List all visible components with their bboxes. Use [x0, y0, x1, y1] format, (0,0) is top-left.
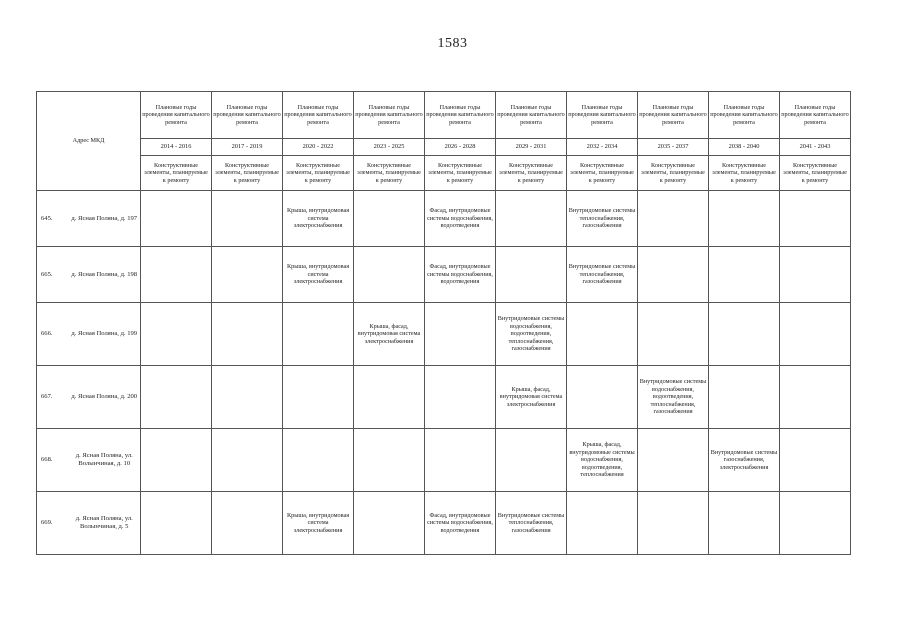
- header-planned-years-cell: Плановые годы проведения капитального ремонта: [709, 92, 780, 139]
- repair-elements-cell: [567, 366, 638, 429]
- table-body: [37, 191, 851, 555]
- header-elements-cell: Конструктивные элементы, планируемые к ремонту: [141, 156, 212, 191]
- repair-elements-cell: [496, 247, 567, 303]
- repair-elements-cell: Внутридомовые системы водоснабжения, водоотведения, теплоснабжения, газоснабжения: [496, 303, 567, 366]
- header-planned-years-cell: Плановые годы проведения капитального ремонта: [283, 92, 354, 139]
- table-row: [37, 492, 851, 555]
- repair-elements-cell: Крыша, внутридомовая система электроснабжения: [283, 247, 354, 303]
- header-elements-cell: Конструктивные элементы, планируемые к ремонту: [638, 156, 709, 191]
- repair-elements-cell: [638, 191, 709, 247]
- repair-elements-cell: [354, 191, 425, 247]
- repair-elements-cell: [638, 492, 709, 555]
- header-planned-years-cell: Плановые годы проведения капитального ремонта: [354, 92, 425, 139]
- header-planned-years-cell: Плановые годы проведения капитального ремонта: [780, 92, 851, 139]
- repair-elements-cell: [780, 429, 851, 492]
- repair-elements-cell: [567, 492, 638, 555]
- row-number: 665.: [37, 247, 69, 303]
- header-elements-cell: Конструктивные элементы, планируемые к ремонту: [354, 156, 425, 191]
- repair-elements-cell: Крыша, фасад, внутридомовая система электроснабжения: [354, 303, 425, 366]
- repair-elements-cell: [425, 303, 496, 366]
- repair-elements-cell: Фасад, внутридомовые системы водоснабжения, водоотведения: [425, 191, 496, 247]
- header-elements-cell: Конструктивные элементы, планируемые к ремонту: [212, 156, 283, 191]
- header-planned-years-cell: Плановые годы проведения капитального ремонта: [496, 92, 567, 139]
- repair-elements-cell: Крыша, внутридомовая система электроснабжения: [283, 191, 354, 247]
- repair-elements-cell: [212, 492, 283, 555]
- header-planned-years-cell: Плановые годы проведения капитального ремонта: [638, 92, 709, 139]
- repair-elements-cell: [212, 247, 283, 303]
- header-period-cell: 2017 - 2019: [212, 139, 283, 156]
- row-address: д. Ясная Поляна, ул. Волынчиная, д. 5: [69, 492, 141, 555]
- header-period-cell: 2029 - 2031: [496, 139, 567, 156]
- repair-elements-cell: Внутридомовые системы теплоснабжения, газоснабжения: [567, 247, 638, 303]
- table-row: [37, 191, 851, 247]
- header-elements-cell: Конструктивные элементы, планируемые к ремонту: [780, 156, 851, 191]
- repair-elements-cell: [709, 303, 780, 366]
- table-header: [37, 92, 851, 191]
- header-elements-cell: Конструктивные элементы, планируемые к ремонту: [425, 156, 496, 191]
- row-address: д. Ясная Поляна, д. 199: [69, 303, 141, 366]
- repair-elements-cell: [354, 247, 425, 303]
- table-row: [37, 366, 851, 429]
- repair-elements-cell: [638, 303, 709, 366]
- repair-elements-cell: [567, 303, 638, 366]
- repair-elements-cell: [283, 366, 354, 429]
- repair-elements-cell: [141, 303, 212, 366]
- repair-elements-cell: [780, 191, 851, 247]
- repair-elements-cell: [638, 429, 709, 492]
- repair-elements-cell: [780, 366, 851, 429]
- repair-elements-cell: [496, 429, 567, 492]
- repair-elements-cell: [425, 429, 496, 492]
- repair-elements-cell: [638, 247, 709, 303]
- header-period-cell: 2023 - 2025: [354, 139, 425, 156]
- header-planned-years-cell: Плановые годы проведения капитального ремонта: [567, 92, 638, 139]
- repair-elements-cell: [709, 492, 780, 555]
- row-number: 667.: [37, 366, 69, 429]
- repair-elements-cell: [212, 429, 283, 492]
- repair-elements-cell: [496, 191, 567, 247]
- header-period-cell: 2014 - 2016: [141, 139, 212, 156]
- repair-elements-cell: [354, 429, 425, 492]
- header-planned-years-cell: Плановые годы проведения капитального ремонта: [141, 92, 212, 139]
- page-number: 1583: [437, 36, 468, 51]
- repair-elements-cell: [354, 366, 425, 429]
- header-period-cell: 2041 - 2043: [780, 139, 851, 156]
- repair-elements-cell: [141, 492, 212, 555]
- repair-elements-cell: [709, 191, 780, 247]
- repair-elements-cell: [212, 191, 283, 247]
- repair-elements-cell: [212, 366, 283, 429]
- row-address: д. Ясная Поляна, д. 197: [69, 191, 141, 247]
- header-period-cell: 2035 - 2037: [638, 139, 709, 156]
- repair-elements-cell: [354, 492, 425, 555]
- repair-elements-cell: Крыша, внутридомовая система электроснабжения: [283, 492, 354, 555]
- repair-elements-cell: Внутридомовые системы газоснабжения, электроснабжения: [709, 429, 780, 492]
- capital-repair-table: [36, 91, 851, 555]
- repair-elements-cell: [283, 303, 354, 366]
- repair-elements-cell: Крыша, фасад, внутридомовые системы водоснабжения, водоотведения, теплоснабжения: [567, 429, 638, 492]
- row-address: д. Ясная Поляна, д. 200: [69, 366, 141, 429]
- repair-elements-cell: [141, 191, 212, 247]
- header-elements-cell: Конструктивные элементы, планируемые к ремонту: [496, 156, 567, 191]
- repair-elements-cell: [425, 366, 496, 429]
- repair-elements-cell: Фасад, внутридомовые системы водоснабжения, водоотведения: [425, 247, 496, 303]
- repair-elements-cell: Внутридомовые системы водоснабжения, водоотведения, теплоснабжения, газоснабжения: [638, 366, 709, 429]
- row-number: 669.: [37, 492, 69, 555]
- repair-elements-cell: [709, 366, 780, 429]
- repair-elements-cell: Внутридомовые системы теплоснабжения, газоснабжения: [496, 492, 567, 555]
- header-period-cell: 2038 - 2040: [709, 139, 780, 156]
- header-elements-cell: Конструктивные элементы, планируемые к ремонту: [283, 156, 354, 191]
- table-row: [37, 429, 851, 492]
- address-column-header: Адрес МКД: [37, 92, 141, 191]
- row-number: 645.: [37, 191, 69, 247]
- table-row: [37, 247, 851, 303]
- row-address: д. Ясная Поляна, ул. Волынчиная, д. 10: [69, 429, 141, 492]
- header-elements-cell: Конструктивные элементы, планируемые к ремонту: [567, 156, 638, 191]
- header-planned-years-cell: Плановые годы проведения капитального ремонта: [212, 92, 283, 139]
- repair-elements-cell: [709, 247, 780, 303]
- row-address: д. Ясная Поляна, д. 198: [69, 247, 141, 303]
- repair-elements-cell: Фасад, внутридомовые системы водоснабжения, водоотведения: [425, 492, 496, 555]
- repair-elements-cell: [212, 303, 283, 366]
- repair-elements-cell: [141, 366, 212, 429]
- header-planned-years-cell: Плановые годы проведения капитального ремонта: [425, 92, 496, 139]
- header-periods-row: [37, 139, 851, 156]
- header-elements-row: [37, 156, 851, 191]
- header-period-cell: 2020 - 2022: [283, 139, 354, 156]
- row-number: 668.: [37, 429, 69, 492]
- repair-elements-cell: [780, 303, 851, 366]
- header-elements-cell: Конструктивные элементы, планируемые к ремонту: [709, 156, 780, 191]
- header-period-cell: 2026 - 2028: [425, 139, 496, 156]
- table-row: [37, 303, 851, 366]
- repair-elements-cell: [141, 429, 212, 492]
- header-period-cell: 2032 - 2034: [567, 139, 638, 156]
- repair-elements-cell: Крыша, фасад, внутридомовая система электроснабжения: [496, 366, 567, 429]
- row-number: 666.: [37, 303, 69, 366]
- repair-elements-cell: [141, 247, 212, 303]
- repair-elements-cell: [283, 429, 354, 492]
- repair-elements-cell: [780, 247, 851, 303]
- header-planned-years-row: [37, 92, 851, 139]
- repair-elements-cell: [780, 492, 851, 555]
- repair-elements-cell: Внутридомовые системы теплоснабжения, газоснабжения: [567, 191, 638, 247]
